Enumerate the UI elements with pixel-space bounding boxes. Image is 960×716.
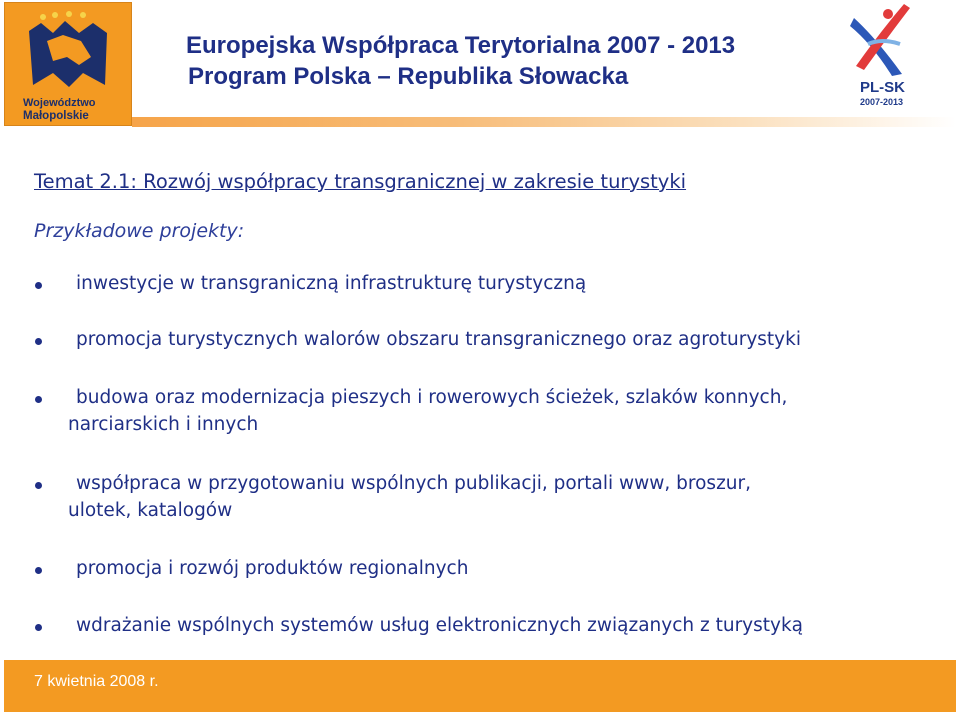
header-title-line1: Europejska Współpraca Terytorialna 2007 - 2013 [186, 32, 736, 59]
pl-sk-logo-text: PL-SK [860, 79, 905, 96]
bullet-dot-icon [35, 282, 42, 289]
list-item-text: współpraca w przygotowaniu wspólnych publikacji, portali www, broszur, [76, 473, 751, 494]
topic-heading: Temat 2.1: Rozwój współpracy transgranicznej w zakresie turystyki [34, 170, 687, 193]
bullet-dot-icon [35, 482, 42, 489]
list-item-text: inwestycje w transgraniczną infrastrukturę turystyczną [76, 273, 587, 294]
pl-sk-logo [846, 4, 918, 114]
list-item-text-continued: ulotek, katalogów [68, 500, 233, 521]
pl-sk-program-logo-icon [846, 4, 918, 80]
logo-text-line2: Małopolskie [23, 110, 89, 122]
projects-subtitle: Przykładowe projekty: [34, 220, 245, 242]
footer-bar [4, 660, 956, 712]
list-item-text: promocja turystycznych walorów obszaru transgranicznego oraz agroturystyki [76, 329, 801, 350]
header-title-line2: Program Polska – Republika Słowacka [188, 63, 629, 90]
bullet-dot-icon [35, 396, 42, 403]
header-divider-band [132, 117, 956, 127]
list-item-text: wdrażanie wspólnych systemów usług elektronicznych związanych z turystyką [76, 615, 804, 636]
malopolska-region-logo-icon [23, 11, 115, 95]
malopolska-logo [4, 2, 132, 126]
logo-text-line1: Województwo [23, 97, 96, 109]
list-item-text-continued: narciarskich i innych [68, 414, 259, 435]
bullet-dot-icon [35, 624, 42, 631]
list-item-text: budowa oraz modernizacja pieszych i rowerowych ścieżek, szlaków konnych, [76, 387, 788, 408]
pl-sk-logo-years: 2007-2013 [860, 97, 904, 107]
footer-date: 7 kwietnia 2008 r. [34, 673, 159, 690]
bullet-dot-icon [35, 567, 42, 574]
bullet-dot-icon [35, 338, 42, 345]
list-item-text: promocja i rozwój produktów regionalnych [76, 558, 469, 579]
